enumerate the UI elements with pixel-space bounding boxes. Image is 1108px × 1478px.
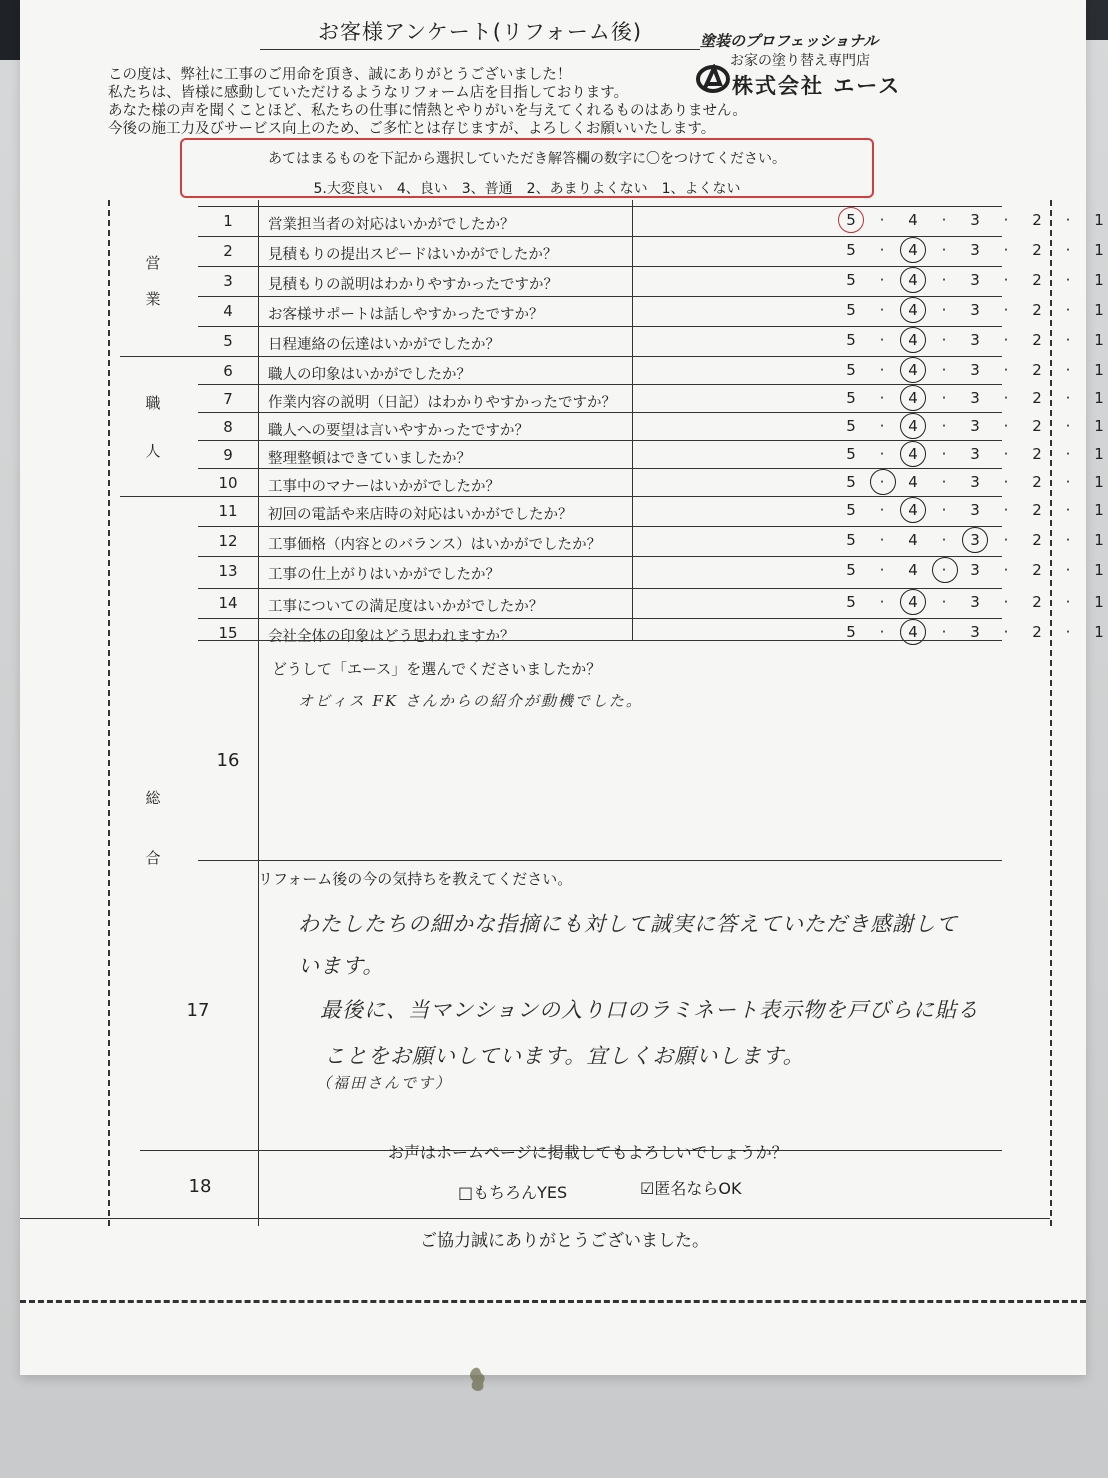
question-row — [198, 206, 1104, 237]
question-number: 8 — [223, 418, 233, 436]
rating-option[interactable]: 1 — [1094, 211, 1104, 229]
rating-option[interactable]: 2 — [1032, 389, 1042, 407]
separator-dot: · — [1065, 623, 1071, 641]
separator-dot: · — [1065, 531, 1071, 549]
question-row — [198, 356, 1104, 387]
rating-scale — [840, 445, 1108, 463]
separator-dot: · — [879, 531, 885, 549]
rating-option[interactable]: 3 — [970, 331, 980, 349]
separator-dot: · — [941, 331, 947, 349]
rating-scale — [840, 301, 1108, 319]
rating-scale — [840, 389, 1108, 407]
selected-circle-icon — [900, 357, 926, 383]
selected-circle-icon — [932, 557, 958, 583]
separator-dot: · — [1003, 389, 1009, 407]
category-label: 人 — [145, 442, 161, 460]
rating-option[interactable]: 2 — [1032, 211, 1042, 229]
answer-17-line: （福田さんです） — [316, 1074, 453, 1092]
rating-option[interactable]: 1 — [1094, 271, 1104, 289]
separator-dot: · — [1065, 301, 1071, 319]
question-number: 5 — [223, 332, 233, 350]
question-row — [198, 236, 1104, 267]
separator-dot: · — [1065, 331, 1071, 349]
question-row — [198, 588, 1104, 619]
selected-circle-icon — [962, 527, 988, 553]
brand-name: 株式会社 エース — [732, 74, 902, 98]
question-text: 作業内容の説明（日記）はわかりやすかったですか？ — [268, 395, 616, 411]
rating-option[interactable]: 1 — [1094, 473, 1104, 491]
instructions-line: あてはまるものを下記から選択していただき解答欄の数字に〇をつけてください。 — [268, 151, 786, 167]
rating-scale — [840, 473, 1108, 491]
separator-dot: · — [1003, 445, 1009, 463]
rating-option[interactable]: 4 — [902, 417, 924, 435]
separator-dot: · — [941, 301, 947, 319]
option-yes-label: もちろんYES — [473, 1183, 568, 1202]
rating-option[interactable]: 1 — [1094, 623, 1104, 641]
cut-line — [20, 1300, 1086, 1303]
rating-option[interactable]: 1 — [1094, 445, 1104, 463]
separator-dot: · — [941, 389, 947, 407]
separator-dot: · — [879, 593, 885, 611]
question-number: 1 — [223, 212, 233, 230]
rating-scale — [840, 561, 1108, 579]
question-text: 営業担当者の対応はいかがでしたか？ — [268, 217, 515, 233]
question-number: 6 — [223, 362, 233, 380]
selected-circle-icon — [900, 589, 926, 615]
question-number: 7 — [223, 390, 233, 408]
option-anonymous-label: 匿名ならOK — [654, 1179, 742, 1198]
rating-scale — [840, 623, 1108, 641]
checkbox-checked-icon: ☑ — [640, 1179, 655, 1198]
separator-dot: · — [941, 531, 947, 549]
separator-dot: · — [879, 271, 885, 289]
rating-option[interactable]: 3 — [970, 445, 980, 463]
brand-tagline: 塗装のプロフェッショナル — [700, 32, 879, 50]
question-number: 15 — [218, 624, 238, 642]
rating-option[interactable]: 3 — [970, 417, 980, 435]
checkbox-empty-icon: □ — [458, 1183, 474, 1202]
separator-dot: · — [941, 271, 947, 289]
rating-option[interactable]: 5 — [846, 501, 856, 519]
rating-option[interactable]: 5 — [846, 561, 856, 579]
rating-option[interactable]: 5 — [846, 531, 856, 549]
rating-option[interactable]: 2 — [1032, 241, 1042, 259]
rating-option[interactable]: 3 — [970, 301, 980, 319]
separator-dot: · — [879, 501, 885, 519]
separator-dot: · — [941, 593, 947, 611]
selected-circle-icon — [900, 385, 926, 411]
rating-scale — [840, 361, 1108, 379]
rating-option[interactable]: 1 — [1094, 389, 1104, 407]
separator-dot: · — [1065, 271, 1071, 289]
ink-stain-icon — [465, 1365, 491, 1395]
question-text: 職人の印象はいかがでしたか？ — [268, 367, 471, 383]
question-text: お客様サポートは話しやすかったですか？ — [268, 307, 544, 323]
rating-scale — [840, 501, 1108, 519]
rating-option[interactable]: 2 — [1032, 623, 1042, 641]
rating-option[interactable]: 3 — [964, 531, 986, 549]
rating-option[interactable]: 4 — [902, 301, 924, 319]
rating-option[interactable]: 2 — [1032, 361, 1042, 379]
row-divider — [20, 1218, 1050, 1219]
question-number: 2 — [223, 242, 233, 260]
rating-option[interactable]: 2 — [1032, 271, 1042, 289]
question-row — [198, 266, 1104, 297]
rating-option[interactable]: 5 — [846, 417, 856, 435]
rating-option[interactable]: 5 — [846, 593, 856, 611]
selected-circle-icon — [900, 297, 926, 323]
rating-scale — [840, 211, 1108, 229]
rating-option[interactable]: 2 — [1032, 501, 1042, 519]
question-row — [198, 412, 1104, 443]
separator-dot: · — [1065, 561, 1071, 579]
separator-dot: · — [941, 623, 947, 641]
question-number: 18 — [188, 1176, 212, 1197]
separator-dot: · — [941, 417, 947, 435]
separator-dot: · — [1065, 501, 1071, 519]
question-text: 見積もりの提出スピードはいかがでしたか？ — [268, 247, 558, 263]
intro-line: この度は、弊社に工事のご用命を頂き、誠にありがとうございました！ — [108, 67, 572, 83]
separator-dot: · — [1003, 211, 1009, 229]
rating-option[interactable]: 5 — [846, 271, 856, 289]
separator-dot: · — [879, 331, 885, 349]
intro-line: あなた様の声を聞くことほど、私たちの仕事に情熱とやりがいを与えてくれるものはありません。 — [108, 103, 747, 119]
category-label: 営 — [145, 254, 161, 272]
rating-option[interactable]: 1 — [1094, 417, 1104, 435]
question-number: 3 — [223, 272, 233, 290]
separator-dot: · — [1065, 211, 1071, 229]
rating-option[interactable]: 4 — [902, 241, 924, 259]
rating-option[interactable]: 2 — [1032, 331, 1042, 349]
question-row — [198, 496, 1104, 527]
question-row — [198, 296, 1104, 327]
question-text: 工事中のマナーはいかがでしたか？ — [268, 479, 500, 495]
rating-option[interactable]: 1 — [1094, 241, 1104, 259]
rating-option[interactable]: 4 — [908, 211, 918, 229]
separator-dot: · — [1065, 389, 1071, 407]
selected-circle-icon — [900, 267, 926, 293]
rating-option[interactable]: 3 — [970, 561, 980, 579]
rating-scale — [840, 593, 1108, 611]
row-divider — [198, 640, 1002, 641]
separator-dot: · — [879, 389, 885, 407]
question-16-text: どうして「エース」を選んでくださいましたか？ — [272, 660, 602, 678]
row-divider — [198, 860, 1002, 861]
answer-16-handwriting: オビィス FK さんからの紹介が動機でした。 — [298, 692, 643, 710]
category-label: 業 — [145, 290, 161, 308]
question-17-text: リフォーム後の今の気持ちを教えてください。 — [258, 870, 573, 888]
question-row — [198, 526, 1104, 557]
separator-dot: · — [1003, 593, 1009, 611]
category-divider — [120, 496, 210, 497]
separator-dot: · — [1003, 271, 1009, 289]
separator-dot: · — [879, 301, 885, 319]
rating-option[interactable]: 5 — [840, 211, 862, 229]
intro-text — [108, 66, 748, 138]
separator-dot: · — [1065, 445, 1071, 463]
rating-option[interactable]: 1 — [1094, 331, 1104, 349]
question-number: 10 — [218, 474, 238, 492]
rating-scale — [840, 417, 1108, 435]
separator-dot: · — [1003, 361, 1009, 379]
separator-dot: · — [941, 501, 947, 519]
rating-option[interactable]: 5 — [846, 361, 856, 379]
rating-option[interactable]: 1 — [1094, 531, 1104, 549]
rating-option[interactable]: 2 — [1032, 417, 1042, 435]
separator-dot: · — [879, 211, 885, 229]
rating-option[interactable]: 4 — [902, 389, 924, 407]
separator-dot: · — [1003, 531, 1009, 549]
rating-option[interactable]: 3 — [970, 389, 980, 407]
separator-dot: · — [879, 561, 885, 579]
selected-circle-icon — [900, 619, 926, 645]
rating-option[interactable]: 4 — [908, 473, 918, 491]
category-label: 合 — [145, 849, 161, 867]
rating-option[interactable]: 5 — [846, 301, 856, 319]
question-text: 初回の電話や来店時の対応はいかがでしたか？ — [268, 507, 573, 523]
answer-17-line: 最後に、当マンションの入り口のラミネート表示物を戸びらに貼る — [320, 998, 980, 1022]
intro-line: 私たちは、皆様に感動していただけるようなリフォーム店を目指しております。 — [108, 85, 629, 101]
rating-option[interactable]: 1 — [1094, 561, 1104, 579]
question-row — [198, 326, 1104, 357]
question-row — [198, 556, 1104, 587]
rating-option[interactable]: 5 — [846, 241, 856, 259]
answer-17-line: います。 — [298, 954, 385, 978]
separator-dot: · — [878, 473, 886, 491]
rating-option[interactable]: 1 — [1094, 361, 1104, 379]
category-divider — [120, 356, 210, 357]
question-text: 工事についての満足度はいかがでしたか？ — [268, 599, 544, 615]
page-title: お客様アンケート(リフォーム後) — [260, 16, 700, 50]
separator-dot: · — [1003, 561, 1009, 579]
rating-scale — [840, 331, 1108, 349]
separator-dot: · — [879, 623, 885, 641]
rating-legend: 5.大変良い 4、良い 3、普通 2、あまりよくない 1、よくない — [313, 181, 741, 197]
rating-scale — [840, 241, 1108, 259]
survey-sheet — [20, 0, 1104, 1375]
closing-message: ご協力誠にありがとうございました。 — [420, 1231, 709, 1251]
separator-dot: · — [879, 445, 885, 463]
rating-option[interactable]: 2 — [1032, 593, 1042, 611]
rating-option[interactable]: 3 — [970, 271, 980, 289]
separator-dot: · — [879, 417, 885, 435]
separator-dot: · — [879, 241, 885, 259]
question-number: 9 — [223, 446, 233, 464]
rating-option[interactable]: 2 — [1032, 561, 1042, 579]
separator-dot: · — [1003, 501, 1009, 519]
category-label: 総 — [145, 789, 161, 807]
question-number: 16 — [216, 750, 240, 771]
separator-dot: · — [941, 473, 947, 491]
rating-scale — [840, 531, 1108, 549]
question-number: 4 — [223, 302, 233, 320]
separator-dot: · — [1065, 473, 1071, 491]
option-anonymous — [640, 1176, 741, 1199]
separator-dot: · — [1065, 241, 1071, 259]
separator-dot: · — [879, 361, 885, 379]
separator-dot: · — [941, 241, 947, 259]
selected-circle-icon — [900, 237, 926, 263]
rating-option[interactable]: 2 — [1032, 473, 1042, 491]
rating-option[interactable]: 4 — [902, 623, 924, 641]
separator-dot: · — [1065, 361, 1071, 379]
separator-dot: · — [1003, 241, 1009, 259]
rating-scale — [840, 271, 1108, 289]
separator-dot: · — [941, 361, 947, 379]
rating-option[interactable]: 3 — [970, 593, 980, 611]
rating-option[interactable]: 4 — [902, 445, 924, 463]
rating-option[interactable]: 4 — [902, 331, 924, 349]
separator-dot: · — [1065, 417, 1071, 435]
question-number: 17 — [186, 1000, 210, 1021]
rating-option[interactable]: 5 — [846, 445, 856, 463]
question-text: 職人への要望は言いやすかったですか？ — [268, 423, 529, 439]
rating-option[interactable]: 3 — [970, 361, 980, 379]
rating-option[interactable]: 2 — [1032, 301, 1042, 319]
question-text: 会社全体の印象はどう思われますか？ — [268, 629, 515, 645]
rating-option[interactable]: 2 — [1032, 445, 1042, 463]
question-row — [198, 618, 1104, 649]
separator-dot: · — [1065, 593, 1071, 611]
question-text: 工事価格（内容とのバランス）はいかがでしたか？ — [268, 537, 602, 553]
rating-option[interactable]: 5 — [846, 473, 856, 491]
question-number: 13 — [218, 562, 238, 580]
rating-option[interactable]: 4 — [908, 531, 918, 549]
rating-option[interactable]: 3 — [970, 501, 980, 519]
separator-dot: · — [1003, 417, 1009, 435]
selected-circle-icon — [900, 327, 926, 353]
question-number: 14 — [218, 594, 238, 612]
question-row — [198, 468, 1104, 499]
separator-dot: · — [1003, 301, 1009, 319]
separator-dot: · — [940, 561, 948, 579]
rating-option[interactable]: 4 — [908, 561, 918, 579]
rating-option[interactable]: 3 — [970, 241, 980, 259]
question-number: 12 — [218, 532, 238, 550]
rating-option[interactable]: 2 — [1032, 531, 1042, 549]
separator-dot: · — [941, 211, 947, 229]
rating-option[interactable]: 3 — [970, 211, 980, 229]
separator-dot: · — [1003, 623, 1009, 641]
rating-option[interactable]: 4 — [902, 501, 924, 519]
selected-circle-icon — [870, 469, 896, 495]
question-text: 工事の仕上がりはいかがでしたか？ — [268, 567, 500, 583]
rating-option[interactable]: 4 — [902, 361, 924, 379]
rating-option[interactable]: 1 — [1094, 301, 1104, 319]
question-text: 日程連絡の伝達はいかがでしたか？ — [268, 337, 500, 353]
separator-dot: · — [1003, 473, 1009, 491]
rating-option[interactable]: 3 — [970, 473, 980, 491]
question-row — [198, 384, 1104, 415]
rating-option[interactable]: 3 — [970, 623, 980, 641]
intro-line: 今後の施工力及びサービス向上のため、ご多忙とは存じますが、よろしくお願いいたします。 — [108, 121, 716, 137]
question-row — [198, 440, 1104, 471]
separator-dot: · — [1003, 331, 1009, 349]
rating-option[interactable]: 5 — [846, 623, 856, 641]
selected-circle-icon — [838, 207, 864, 233]
question-number: 11 — [218, 502, 238, 520]
separator-dot: · — [941, 445, 947, 463]
instructions-box — [180, 138, 874, 198]
question-text: 整理整頓はできていましたか？ — [268, 451, 471, 467]
rating-option[interactable]: 5 — [846, 331, 856, 349]
rating-option[interactable]: 4 — [902, 271, 924, 289]
rating-option[interactable]: 4 — [902, 593, 924, 611]
category-label: 職 — [145, 394, 161, 412]
question-text: 見積もりの説明はわかりやすかったですか？ — [268, 277, 558, 293]
option-yes — [458, 1180, 567, 1203]
brand-subtitle: お家の塗り替え専門店 — [730, 53, 870, 69]
question-18-text: お声はホームページに掲載してもよろしいでしょうか？ — [388, 1143, 788, 1162]
rating-option[interactable]: 1 — [1094, 501, 1104, 519]
answer-17-line: わたしたちの細かな指摘にも対して誠実に答えていただき感謝して — [298, 912, 958, 936]
rating-option[interactable]: 1 — [1094, 593, 1104, 611]
rating-option[interactable]: 5 — [846, 389, 856, 407]
selected-circle-icon — [900, 497, 926, 523]
answer-17-line: ことをお願いしています。宜しくお願いします。 — [324, 1044, 805, 1068]
selected-circle-icon — [900, 413, 926, 439]
selected-circle-icon — [900, 441, 926, 467]
